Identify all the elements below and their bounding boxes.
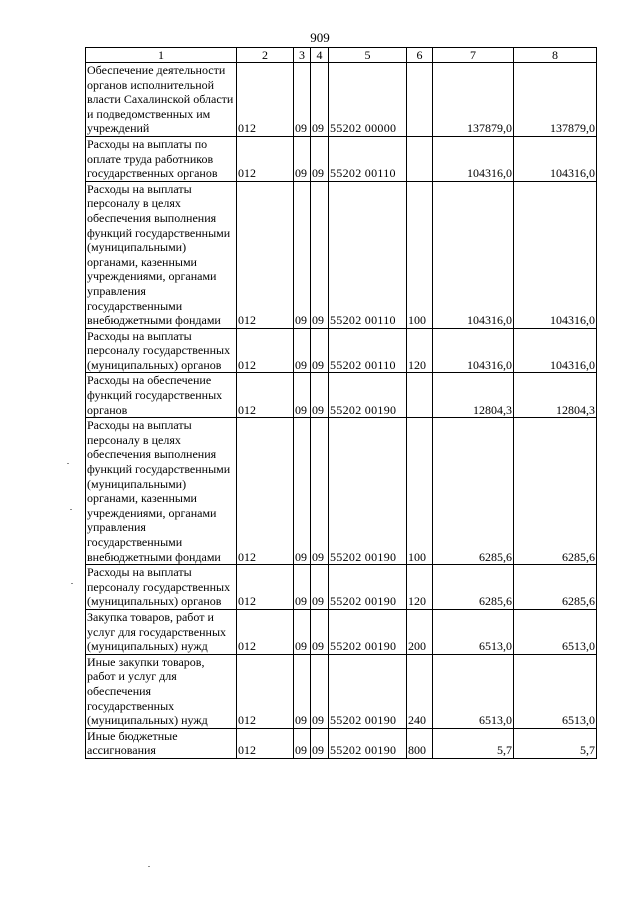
amount-col7: 137879,0 [433, 63, 514, 137]
amount-col7: 12804,3 [433, 373, 514, 418]
amount-col8: 6285,6 [514, 418, 597, 565]
subsection-code: 09 [311, 181, 329, 328]
amount-col7: 5,7 [433, 728, 514, 758]
expense-name: Расходы на выплаты персоналу в целях обеспечения выполнения функций государственными (муниципальными) органами, казенными учреждениями, органами управления государственными внебюджетными фондами [86, 418, 237, 565]
column-number: 8 [514, 48, 597, 63]
expense-name: Иные закупки товаров, работ и услуг для обеспечения государственных (муниципальных) нужд [86, 654, 237, 728]
amount-col8: 104316,0 [514, 328, 597, 373]
target-article-code: 55202 00190 [329, 654, 407, 728]
section-code: 09 [294, 728, 311, 758]
subsection-code: 09 [311, 565, 329, 610]
expense-name: Расходы на выплаты по оплате труда работников государственных органов [86, 136, 237, 181]
subsection-code: 09 [311, 63, 329, 137]
column-number: 5 [329, 48, 407, 63]
expense-name: Расходы на выплаты персоналу государственных (муниципальных) органов [86, 328, 237, 373]
table-row [86, 181, 597, 328]
column-number: 4 [311, 48, 329, 63]
expense-type-code: 100 [407, 418, 433, 565]
amount-col8: 5,7 [514, 728, 597, 758]
amount-col7: 6285,6 [433, 565, 514, 610]
table-row [86, 63, 597, 137]
column-number-row [86, 48, 597, 63]
ministry-code: 012 [237, 565, 294, 610]
target-article-code: 55202 00190 [329, 418, 407, 565]
section-code: 09 [294, 373, 311, 418]
target-article-code: 55202 00000 [329, 63, 407, 137]
expense-type-code: 800 [407, 728, 433, 758]
target-article-code: 55202 00110 [329, 181, 407, 328]
expense-type-code: 240 [407, 654, 433, 728]
amount-col7: 104316,0 [433, 136, 514, 181]
subsection-code: 09 [311, 654, 329, 728]
section-code: 09 [294, 63, 311, 137]
amount-col8: 137879,0 [514, 63, 597, 137]
page-number: 909 [310, 30, 330, 45]
target-article-code: 55202 00110 [329, 328, 407, 373]
expense-name: Иные бюджетные ассигнования [86, 728, 237, 758]
ministry-code: 012 [237, 654, 294, 728]
expense-name: Обеспечение деятельности органов исполнительной власти Сахалинской области и подведомственных им учреждений [86, 63, 237, 137]
section-code: 09 [294, 181, 311, 328]
column-number: 3 [294, 48, 311, 63]
table-row [86, 609, 597, 654]
target-article-code: 55202 00190 [329, 728, 407, 758]
section-code: 09 [294, 565, 311, 610]
subsection-code: 09 [311, 609, 329, 654]
expense-type-code: 120 [407, 328, 433, 373]
amount-col8: 104316,0 [514, 181, 597, 328]
expense-name: Расходы на обеспечение функций государственных органов [86, 373, 237, 418]
table-row [86, 136, 597, 181]
expense-type-code [407, 63, 433, 137]
subsection-code: 09 [311, 328, 329, 373]
table-row [86, 654, 597, 728]
amount-col8: 6285,6 [514, 565, 597, 610]
target-article-code: 55202 00190 [329, 609, 407, 654]
table-row [86, 328, 597, 373]
subsection-code: 09 [311, 728, 329, 758]
scan-artifact [70, 509, 72, 510]
table-row [86, 565, 597, 610]
expense-type-code [407, 373, 433, 418]
expense-type-code: 100 [407, 181, 433, 328]
amount-col8: 104316,0 [514, 136, 597, 181]
table-row [86, 728, 597, 758]
scan-artifact [148, 866, 150, 867]
target-article-code: 55202 00110 [329, 136, 407, 181]
section-code: 09 [294, 418, 311, 565]
subsection-code: 09 [311, 373, 329, 418]
ministry-code: 012 [237, 609, 294, 654]
table-row [86, 418, 597, 565]
ministry-code: 012 [237, 63, 294, 137]
target-article-code: 55202 00190 [329, 373, 407, 418]
section-code: 09 [294, 136, 311, 181]
column-number: 7 [433, 48, 514, 63]
ministry-code: 012 [237, 328, 294, 373]
expense-type-code [407, 136, 433, 181]
section-code: 09 [294, 654, 311, 728]
target-article-code: 55202 00190 [329, 565, 407, 610]
ministry-code: 012 [237, 728, 294, 758]
amount-col7: 6513,0 [433, 609, 514, 654]
amount-col8: 12804,3 [514, 373, 597, 418]
ministry-code: 012 [237, 418, 294, 565]
column-number: 6 [407, 48, 433, 63]
ministry-code: 012 [237, 136, 294, 181]
subsection-code: 09 [311, 418, 329, 565]
amount-col7: 6285,6 [433, 418, 514, 565]
amount-col7: 6513,0 [433, 654, 514, 728]
column-number: 2 [237, 48, 294, 63]
amount-col7: 104316,0 [433, 328, 514, 373]
budget-table [85, 47, 597, 759]
subsection-code: 09 [311, 136, 329, 181]
expense-name: Расходы на выплаты персоналу государственных (муниципальных) органов [86, 565, 237, 610]
section-code: 09 [294, 328, 311, 373]
table-row [86, 373, 597, 418]
amount-col8: 6513,0 [514, 609, 597, 654]
ministry-code: 012 [237, 373, 294, 418]
scan-artifact [67, 463, 69, 464]
expense-name: Закупка товаров, работ и услуг для государственных (муниципальных) нужд [86, 609, 237, 654]
ministry-code: 012 [237, 181, 294, 328]
amount-col7: 104316,0 [433, 181, 514, 328]
expense-type-code: 120 [407, 565, 433, 610]
column-number: 1 [86, 48, 237, 63]
expense-name: Расходы на выплаты персоналу в целях обеспечения выполнения функций государственными (муниципальными) органами, казенными учреждениями, органами управления государственными внебюджетными фондами [86, 181, 237, 328]
amount-col8: 6513,0 [514, 654, 597, 728]
expense-type-code: 200 [407, 609, 433, 654]
section-code: 09 [294, 609, 311, 654]
scan-artifact [71, 583, 73, 584]
